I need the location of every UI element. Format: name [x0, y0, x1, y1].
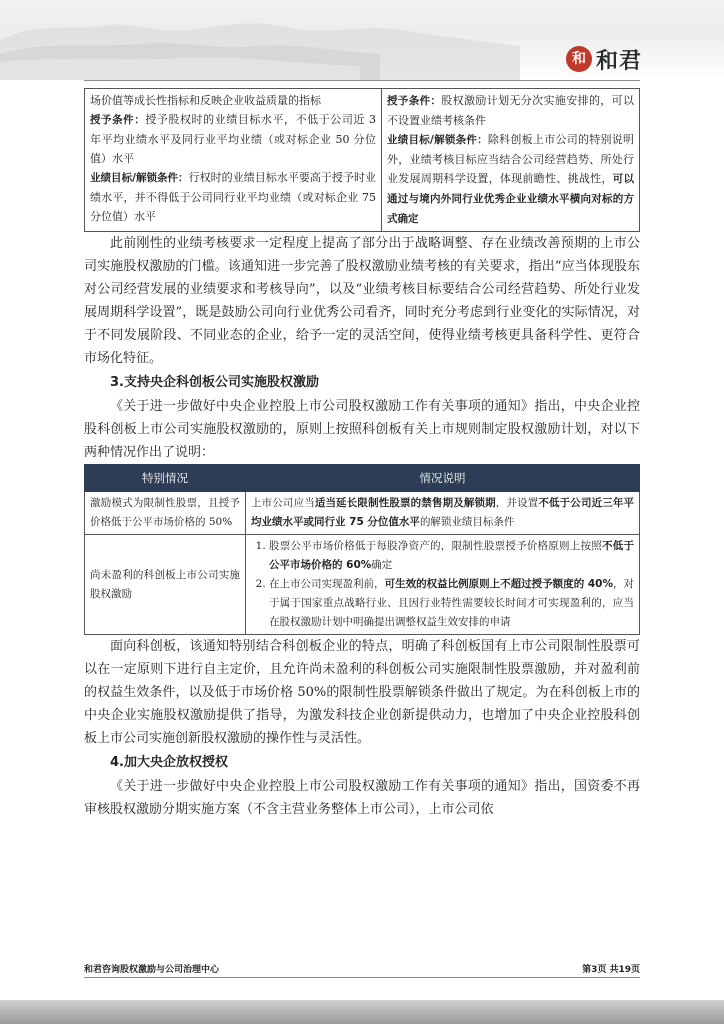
special-cases-table [84, 464, 640, 635]
desc-text: 的解锁业绩目标条件 [419, 516, 515, 528]
table-row [85, 89, 640, 232]
page-content [84, 88, 640, 821]
page-footer [84, 962, 640, 975]
table-header-row [85, 465, 640, 492]
case-restricted-stock: 激励模式为限制性股票，且授予价格低于公平市场价格的 50% [85, 492, 246, 535]
logo-text: 和君 [596, 48, 643, 74]
footer-bar [0, 1000, 724, 1024]
paragraph-star-market: 面向科创板，该通知特别结合科创板企业的特点，明确了科创板国有上市公司限制性股票可以在一定原则下进行自主定价，且允许尚未盈利的科创板公司实施限制性股票激励，并对盈利前的权益生效条件，以及低于市场价格 50%的限制性股票解锁条件做出了规定。为在科创板上市的中央企业实施股权激励提供了指导，为激发科技企业创新提供动力，也增加了中央企业控股科创板上市公司实施创新股权激励的操作性与灵活性。 [84, 639, 640, 746]
list-item [269, 537, 634, 575]
incentive-comparison-table [84, 88, 640, 232]
header-divider [84, 80, 640, 81]
list-item [269, 575, 634, 632]
old-grant-label: 授予条件： [90, 114, 146, 126]
section-3-paragraph: 《关于进一步做好中央企业控股上市公司股权激励工作有关事项的通知》指出，中央企业控股科创板上市公司实施股权激励的，原则上按照科创板有关上市规则制定股权激励计划，对以下两种情况作出了说明： [84, 399, 640, 460]
old-target-text: 行权时的业绩目标水平要高于授予时业绩水平，并不得低于公司同行业平均业绩（或对标企业 75 分位值）水平 [90, 171, 376, 223]
section-4-title: 4.加大央企放权授权 [110, 755, 228, 770]
logo-seal-icon: 和 [566, 46, 592, 72]
header-case-description: 情况说明 [246, 465, 640, 492]
table-cell-new-rules [382, 89, 640, 232]
case-unprofitable-company-desc [246, 535, 640, 635]
desc-bold: 可生效的权益比例原则上不超过授予额度的 40% [384, 578, 613, 590]
company-logo [566, 42, 642, 76]
desc-text: ，对于属于国家重点战略行业、且因行业特性需要较长时间才可实现盈利的，应当在股权激励计划中明确提出调整权益生效安排的申请 [269, 578, 635, 628]
desc-bold: 不低于公平市场价格的 60% [269, 540, 635, 571]
footer-divider [84, 977, 640, 978]
new-target-bold: 可以通过与境内外同行业优秀企业业绩水平横向对标的方式确定 [387, 173, 635, 225]
desc-bold: 不低于公司近三年平均业绩水平或同行业 75 分位值水平 [251, 497, 635, 528]
old-grant-text: 授予股权时的业绩目标水平，不低于公司近 3 年平均业绩水平及同行业平均业绩（或对标企业 50 分位值）水平 [90, 113, 377, 165]
desc-text: 确定 [371, 559, 393, 571]
old-rules-intro: 场价值等成长性指标和反映企业收益质量的指标 [90, 94, 321, 107]
footer-page-number: 第3页 共19页 [582, 965, 640, 975]
table-row [85, 535, 640, 635]
new-target-label: 业绩目标/解锁条件： [387, 134, 488, 146]
footer-organization: 和君咨询股权激励与公司治理中心 [84, 965, 220, 975]
paragraph-performance-assessment: 此前刚性的业绩考核要求一定程度上提高了部分出于战略调整、存在业绩改善预期的上市公司实施股权激励的门槛。该通知进一步完善了股权激励业绩考核的有关要求，指出“应当体现股东对公司经营发展的业绩要求和考核导向”，以及“业绩考核目标要结合公司经营趋势、所处行业发展周期科学设置”，既是鼓励公司向行业优秀公司看齐，同时充分考虑到行业变化的实际情况，对于不同发展阶段、不同业态的企业，给予一定的灵活空间，使得业绩考核更具备科学性、更符合市场化特征。 [84, 236, 640, 366]
new-grant-label: 授予条件： [387, 95, 442, 107]
desc-bold: 适当延长限制性股票的禁售期及解锁期 [314, 497, 496, 509]
desc-text: 上市公司应当 [251, 497, 315, 509]
header-special-case: 特别情况 [85, 465, 246, 492]
case-restricted-stock-desc [246, 492, 640, 535]
desc-text: 股票公平市场价格低于每股净资产的，限制性股票授予价格原则上按照 [269, 540, 603, 552]
old-target-label: 业绩目标/解锁条件： [90, 172, 189, 184]
description-list [251, 537, 634, 632]
case-unprofitable-company: 尚未盈利的科创板上市公司实施股权激励 [85, 535, 246, 635]
table-cell-old-rules [85, 89, 382, 232]
desc-text: ，并设置 [495, 497, 539, 509]
section-4-paragraph: 《关于进一步做好中央企业控股上市公司股权激励工作有关事项的通知》指出，国资委不再审核股权激励分期实施方案（不含主营业务整体上市公司），上市公司依 [84, 779, 640, 817]
new-grant-text: 股权激励计划无分次实施安排的，可以不设置业绩考核条件 [387, 94, 635, 127]
table-row [85, 492, 640, 535]
desc-text: 在上市公司实现盈利前， [269, 578, 385, 590]
new-target-text: 除科创板上市公司的特别说明外，业绩考核目标应当结合公司经营趋势、所处行业发展周期科学设置，体现前瞻性、挑战性， [387, 133, 634, 185]
section-3-title: 3.支持央企科创板公司实施股权激励 [110, 375, 319, 390]
